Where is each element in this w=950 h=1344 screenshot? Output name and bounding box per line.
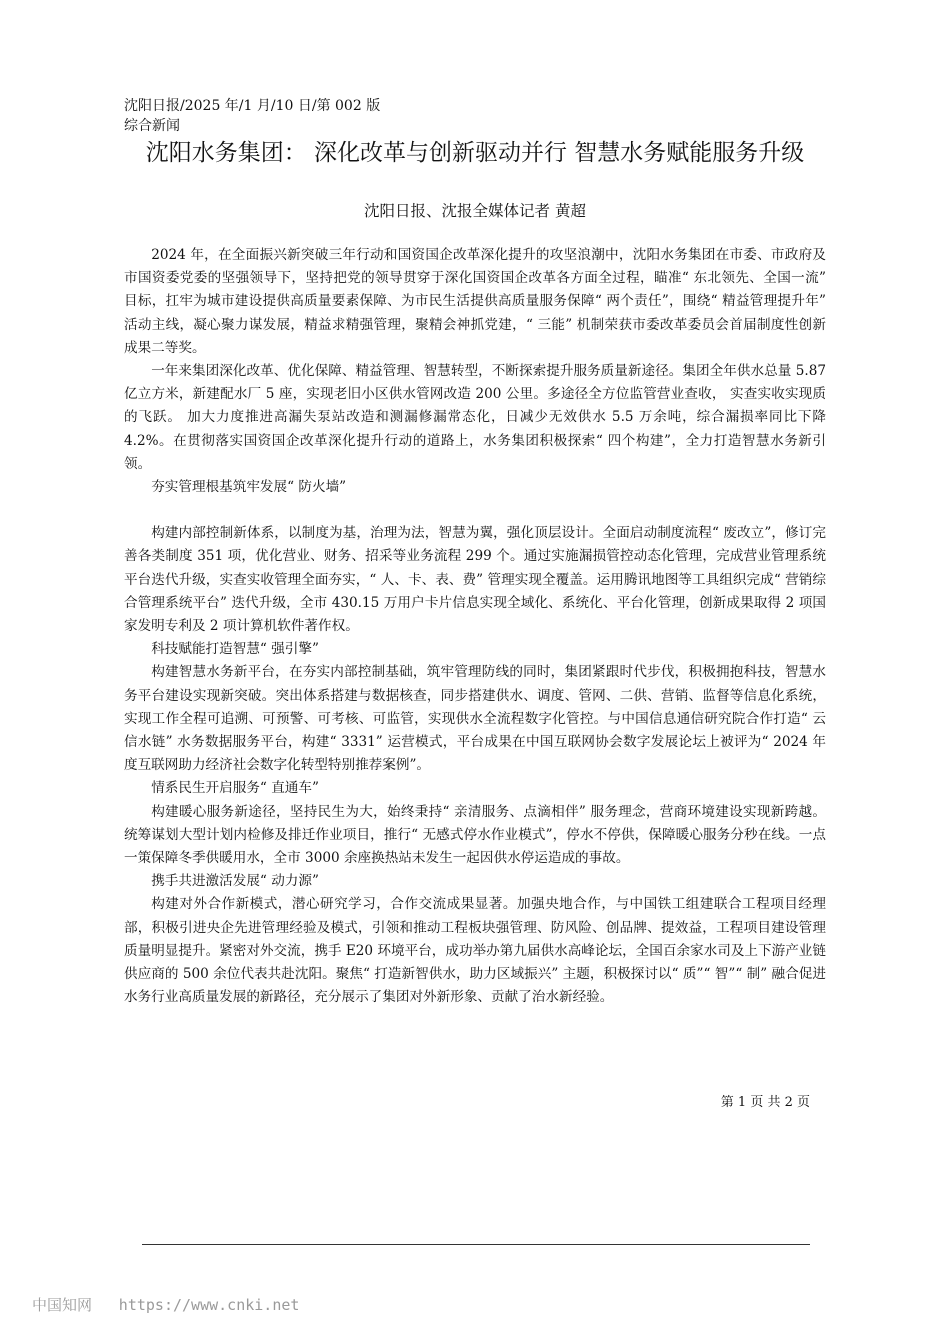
- page-indicator: 第 1 页 共 2 页: [720, 1095, 810, 1110]
- source-line: 沈阳日报/2025 年/1 月/10 日/第 002 版综合新闻: [124, 98, 381, 134]
- watermark-url: https://www.cnki.net: [118, 1296, 300, 1314]
- footer-divider: [142, 1244, 810, 1245]
- watermark-name: 中国知网: [32, 1296, 93, 1314]
- article-title: 沈阳水务集团： 深化改革与创新驱动并行 智慧水务赋能服务升级: [145, 140, 805, 166]
- section-text-1: 构建内部控制新体系，以制度为基，治理为法，智慧为翼，强化顶层设计。全面启动制度流程“ 废改立”，修订完善各类制度 351 项，优化营业、财务、招采等业务流程 299 个。通过实施漏损管控动态化管理，完成营业管理系统平台迭代升级，实查实收管理全面夯实，“ 人、卡、表、费” 管理实现全覆盖。运用腾讯地图等工具组织完成“ 营销综合管理系统平台” 迭代升级，全市 430.15 万用户卡片信息实现全域化、系统化、平台化管理，创新成果取得 2 项国家发明专利及 2 项计算机软件著作权。: [124, 525, 826, 635]
- intro-paragraph-2: 一年来集团深化改革、优化保障、精益管理、智慧转型，不断探索提升服务质量新途径。集团全年供水总量 5.87 亿立方米，新建配水厂 5 座，实现老旧小区供水管网改造 200 公里。多途径全方位监管营业查收， 实查实收实现质的飞跃。 加大力度推进高漏失泵站改造和测漏修漏常态化，日减少无效供水 5.5 万余吨，综合漏损率同比下降 4.2%。在贯彻落实国资国企改革深化提升行动的道路上，水务集团积极探索“ 四个构建”，全力打造智慧水务新引领。: [124, 363, 826, 472]
- section-text-4: 构建对外合作新模式，潜心研究学习，合作交流成果显著。加强央地合作，与中国铁工组建联合工程项目经理部，积极引进央企先进管理经验及模式，引领和推动工程板块强管理、防风险、创品牌、提效益，工程项目建设管理质量明显提升。紧密对外交流，携手 E20 环境平台，成功举办第九届供水高峰论坛，全国百余家水司及上下游产业链供应商的 500 余位代表共赴沈阳。聚焦“ 打造新智供水，助力区域振兴” 主题，积极探讨以“ 质”“ 智”“ 制” 融合促进水务行业高质量发展的新路径，充分展示了集团对外新形象、贡献了治水新经验。: [124, 896, 826, 1006]
- intro-paragraph-1: 2024 年，在全面振兴新突破三年行动和国资国企改革深化提升的攻坚浪潮中，沈阳水务集团在市委、市政府及市国资委党委的坚强领导下，坚持把党的领导贯穿于深化国资国企改革各方面全过程，瞄准“ 东北领先、全国一流” 目标，扛牢为城市建设提供高质量要素保障、为市民生活提供高质量服务保障“ 两个责任”，围绕“ 精益管理提升年” 活动主线，凝心聚力谋发展，精益求精强管理，聚精会神抓党建，“ 三能” 机制荣获市委改革委员会首届制度性创新成果二等奖。: [124, 247, 826, 356]
- section-heading-2: 科技赋能打造智慧“ 强引擎”: [151, 641, 319, 658]
- cnki-watermark: [32, 1294, 299, 1316]
- blank-line: [124, 499, 826, 522]
- section-heading-3: 情系民生开启服务“ 直通车”: [151, 780, 319, 797]
- section-text-2: 构建智慧水务新平台，在夯实内部控制基础，筑牢管理防线的同时，集团紧跟时代步伐，积极拥抱科技，智慧水务平台建设实现新突破。突出体系搭建与数据核查，同步搭建供水、调度、管网、二供、营销、监督等信息化系统，实现工作全程可追溯、可预警、可考核、可监管，实现供水全流程数字化管控。与中国信息通信研究院合作打造“ 云信水链” 水务数据服务平台，构建“ 3331” 运营模式，平台成果在中国互联网协会数字发展论坛上被评为“ 2024 年度互联网助力经济社会数字化转型特别推荐案例”。: [124, 664, 826, 774]
- section-text-3: 构建暖心服务新途径，坚持民生为大，始终秉持“ 亲清服务、点滴相伴” 服务理念，营商环境建设实现新跨越。统筹谋划大型计划内检修及排迁作业项目，推行“ 无感式停水作业模式”，停水不停供，保障暖心服务分秒在线。一点一策保障冬季供暖用水，全市 3000 余座换热站未发生一起因供水停运造成的事故。: [124, 803, 826, 867]
- section-heading-1: 夯实管理根基筑牢发展“ 防火墙”: [151, 479, 347, 496]
- section-heading-4: 携手共进激活发展“ 动力源”: [151, 873, 319, 890]
- article-byline: 沈阳日报、沈报全媒体记者 黄超: [364, 202, 586, 220]
- article-body: [124, 244, 826, 1010]
